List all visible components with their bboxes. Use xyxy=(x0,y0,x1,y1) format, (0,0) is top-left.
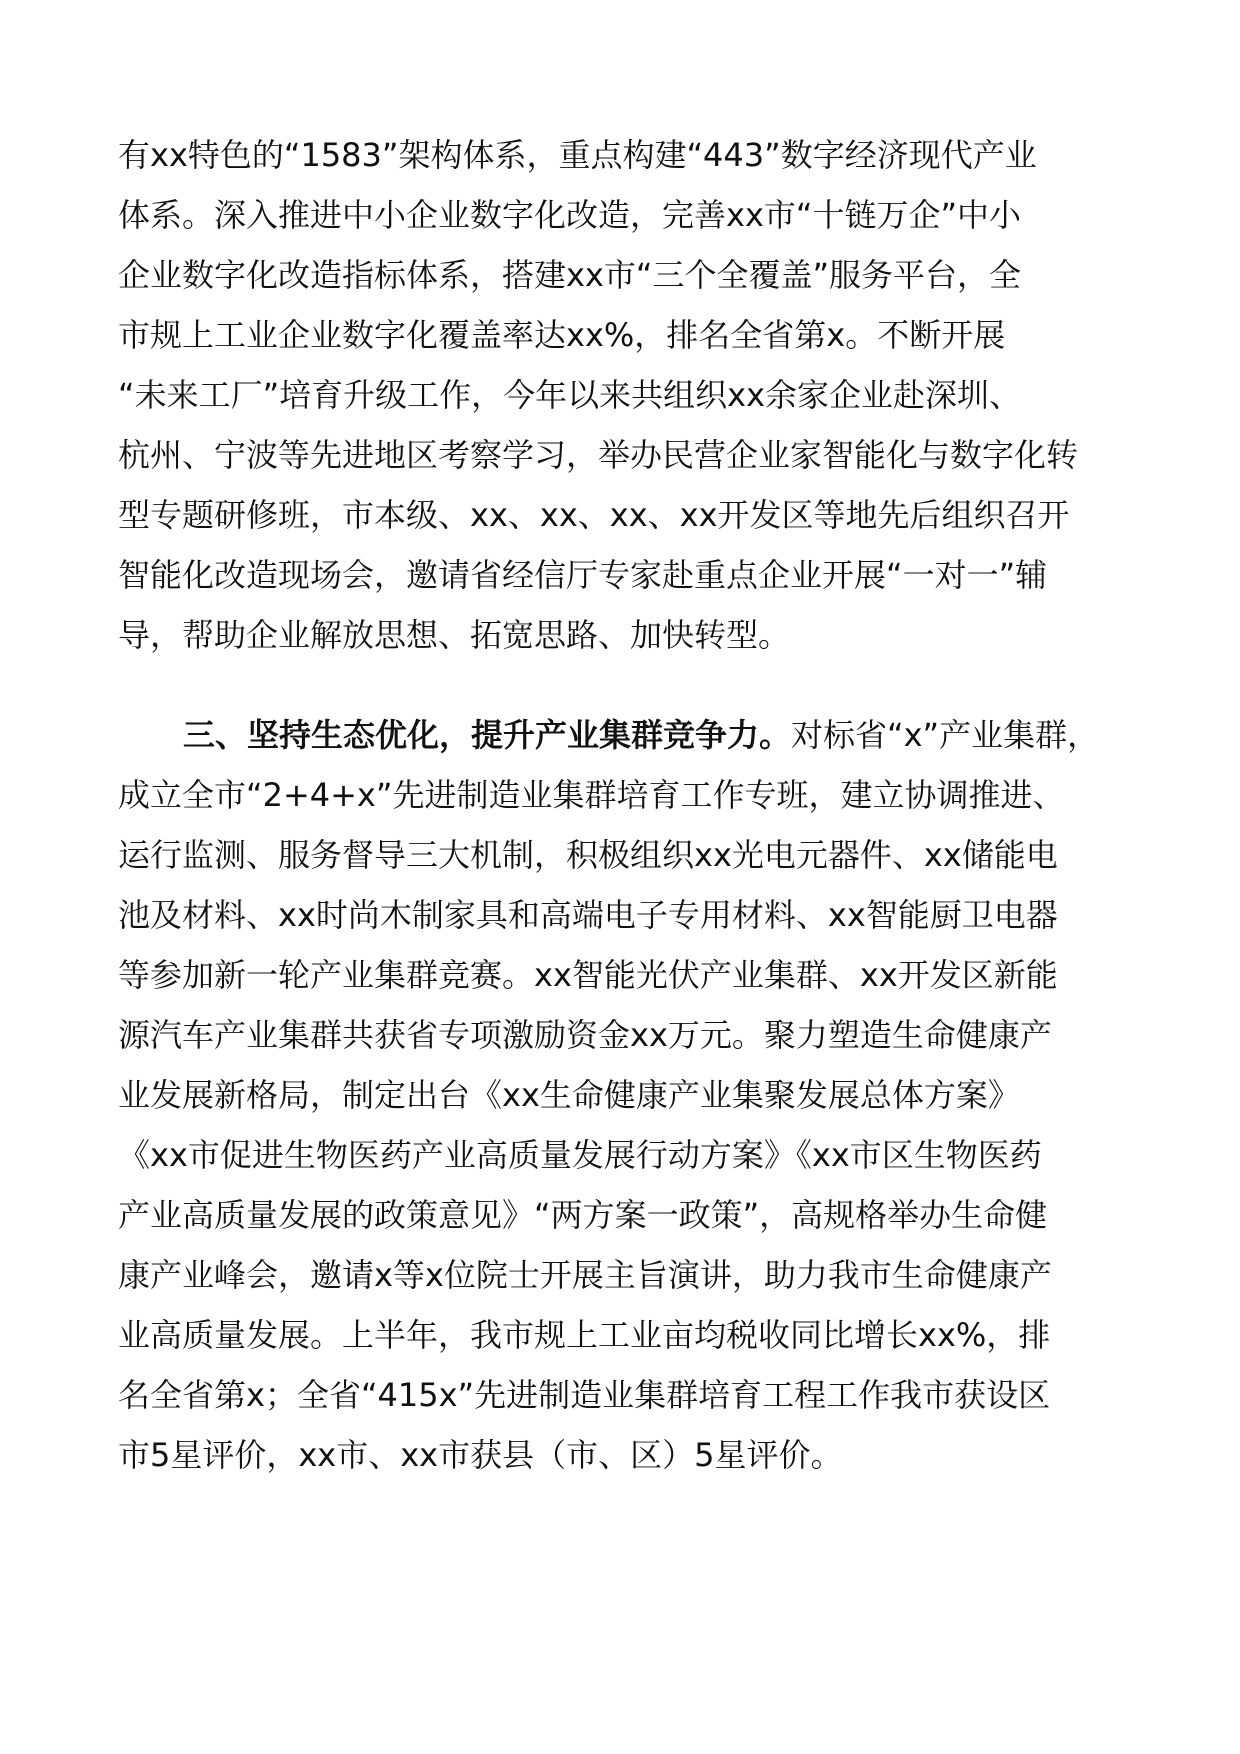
text-line: 体系。深入推进中小企业数字化改造，完善xx市“十链万企”中小 xyxy=(118,196,1022,234)
text-line: 等参加新一轮产业集群竞赛。xx智能光伏产业集群、xx开发区新能 xyxy=(118,956,1058,994)
text-line: 池及材料、xx时尚木制家具和高端电子专用材料、xx智能厨卫电器 xyxy=(118,896,1058,934)
text-line: 杭州、宁波等先进地区考察学习，举办民营企业家智能化与数字化转 xyxy=(118,436,1079,474)
text-line: 智能化改造现场会，邀请省经信厅专家赴重点企业开展“一对一”辅 xyxy=(118,556,1048,594)
section-heading-rest: 对标省“x”产业集群， xyxy=(791,716,1100,754)
text-line: 名全省第x；全省“415x”先进制造业集群培育工程工作我市获设区 xyxy=(118,1376,1051,1414)
text-line: 型专题研修班，市本级、xx、xx、xx、xx开发区等地先后组织召开 xyxy=(118,496,1070,534)
text-line: 业发展新格局，制定出台《xx生命健康产业集聚发展总体方案》 xyxy=(118,1076,1020,1114)
text-line: 有xx特色的“1583”架构体系，重点构建“443”数字经济现代产业 xyxy=(118,136,1037,174)
text-line: “未来工厂”培育升级工作，今年以来共组织xx余家企业赴深圳、 xyxy=(118,376,1022,414)
section-heading: 三、坚持生态优化，提升产业集群竞争力。 xyxy=(183,716,792,754)
text-line: 康产业峰会，邀请x等x位院士开展主旨演讲，助力我市生命健康产 xyxy=(118,1256,1052,1294)
text-line: 成立全市“2+4+x”先进制造业集群培育工作专班，建立协调推进、 xyxy=(118,776,1065,814)
text-line: 市5星评价，xx市、xx市获县（市、区）5星评价。 xyxy=(118,1436,843,1474)
text-line: 《xx市促进生物医药产业高质量发展行动方案》《xx市区生物医药 xyxy=(118,1136,1042,1174)
text-line: 运行监测、服务督导三大机制，积极组织xx光电元器件、xx储能电 xyxy=(118,836,1058,874)
text-line: 企业数字化改造指标体系，搭建xx市“三个全覆盖”服务平台，全 xyxy=(118,256,1022,294)
text-line: 源汽车产业集群共获省专项激励资金xx万元。聚力塑造生命健康产 xyxy=(118,1016,1052,1054)
text-line: 导，帮助企业解放思想、拓宽思路、加快转型。 xyxy=(118,616,791,654)
text-line: 业高质量发展。上半年，我市规上工业亩均税收同比增长xx%，排 xyxy=(118,1316,1051,1354)
text-line: 市规上工业企业数字化覆盖率达xx%，排名全省第x。不断开展 xyxy=(118,316,1006,354)
text-line: 产业高质量发展的政策意见》“两方案一政策”，高规格举办生命健 xyxy=(118,1196,1048,1234)
section-heading-line xyxy=(183,705,1099,765)
